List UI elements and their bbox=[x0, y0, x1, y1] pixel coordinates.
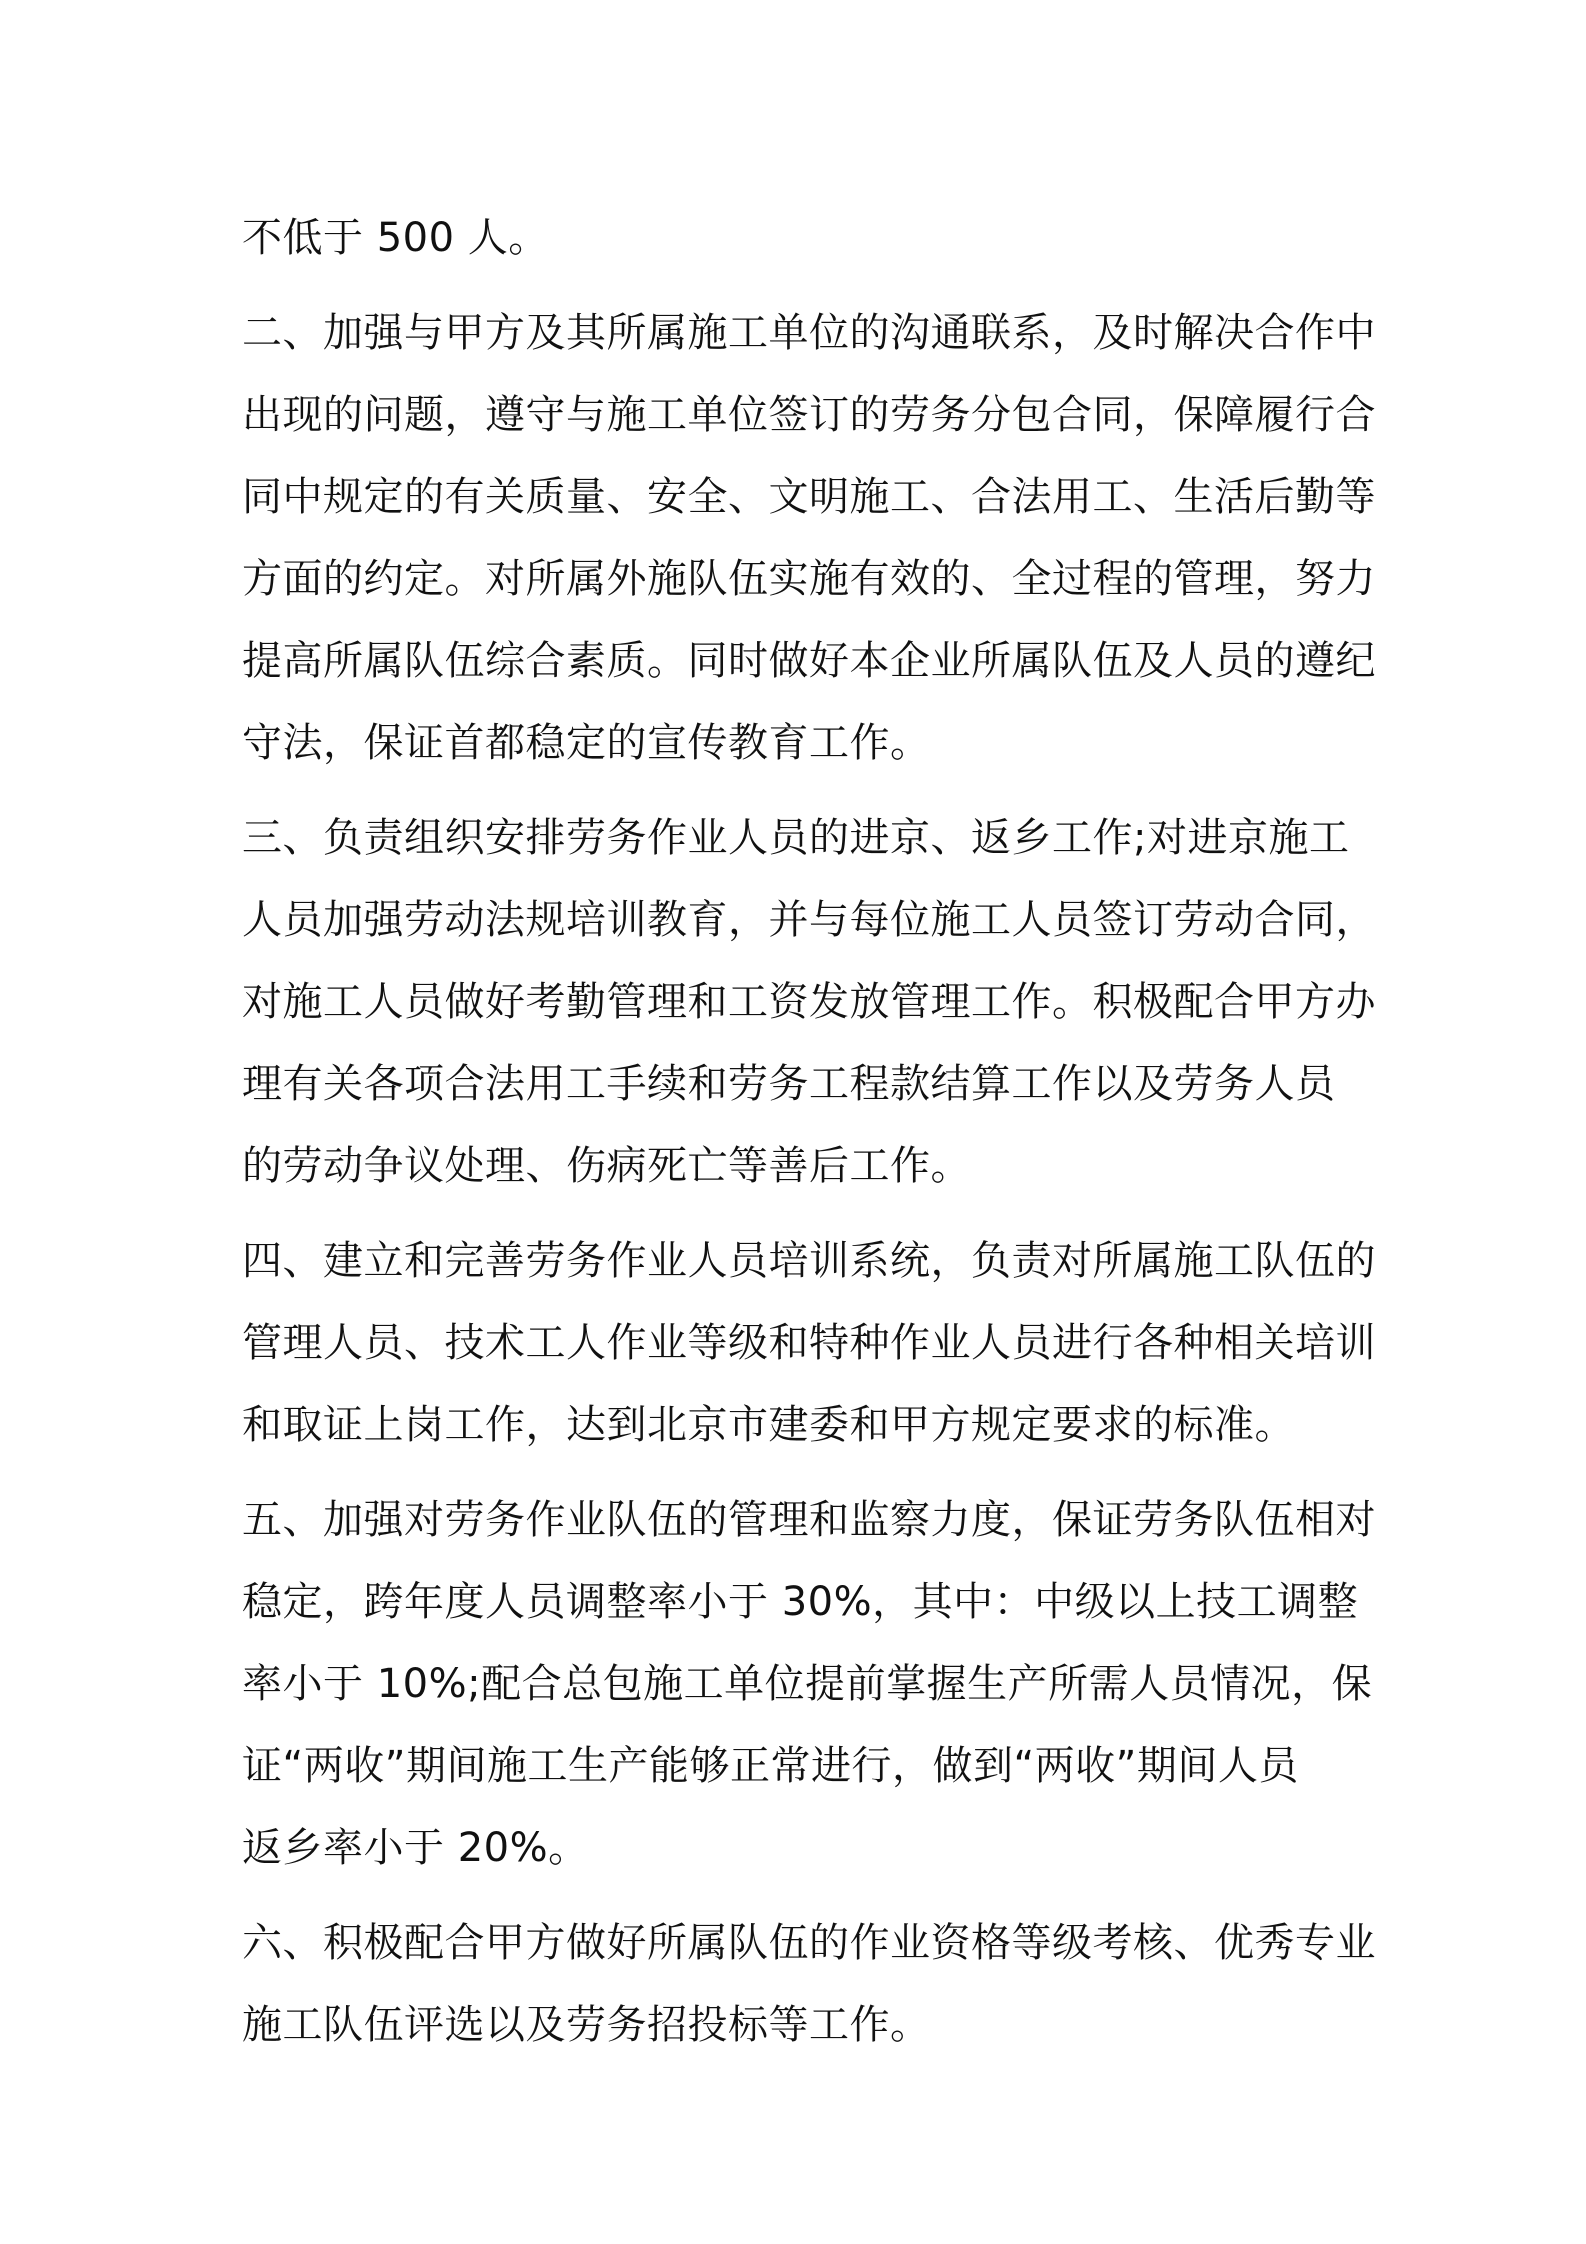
text-line: 四、建立和完善劳务作业人员培训系统，负责对所属施工队伍的 bbox=[242, 1238, 1376, 1284]
text-line: 对施工人员做好考勤管理和工资发放管理工作。积极配合甲方办 bbox=[242, 979, 1376, 1025]
document-body bbox=[242, 197, 1376, 2079]
text-line: 的劳动争议处理、伤病死亡等善后工作。 bbox=[242, 1143, 971, 1189]
text-line: 管理人员、技术工人作业等级和特种作业人员进行各种相关培训 bbox=[242, 1320, 1376, 1366]
text-line: 和取证上岗工作，达到北京市建委和甲方规定要求的标准。 bbox=[242, 1402, 1295, 1448]
text-line: 守法，保证首都稳定的宣传教育工作。 bbox=[242, 720, 931, 766]
text-line: 六、积极配合甲方做好所属队伍的作业资格等级考核、优秀专业 bbox=[242, 1920, 1376, 1966]
text-line: 二、加强与甲方及其所属施工单位的沟通联系，及时解决合作中 bbox=[242, 310, 1376, 356]
text-line: 三、负责组织安排劳务作业人员的进京、返乡工作;对进京施工 bbox=[242, 815, 1350, 861]
paragraph-item-5 bbox=[242, 1479, 1376, 1889]
text-line: 证“两收”期间施工生产能够正常进行，做到“两收”期间人员 bbox=[242, 1743, 1299, 1789]
text-line: 提高所属队伍综合素质。同时做好本企业所属队伍及人员的遵纪 bbox=[242, 638, 1376, 684]
paragraph-item-6 bbox=[242, 1902, 1376, 2066]
paragraph-item-2 bbox=[242, 292, 1376, 784]
text-line: 理有关各项合法用工手续和劳务工程款结算工作以及劳务人员 bbox=[242, 1061, 1336, 1107]
text-line: 出现的问题，遵守与施工单位签订的劳务分包合同，保障履行合 bbox=[242, 392, 1376, 438]
text-line: 同中规定的有关质量、安全、文明施工、合法用工、生活后勤等 bbox=[242, 474, 1376, 520]
paragraph-item-3 bbox=[242, 797, 1376, 1207]
text-line: 返乡率小于 20%。 bbox=[242, 1825, 589, 1871]
text-line: 方面的约定。对所属外施队伍实施有效的、全过程的管理，努力 bbox=[242, 556, 1376, 602]
text-line: 人员加强劳动法规培训教育，并与每位施工人员签订劳动合同， bbox=[242, 897, 1376, 943]
text-line: 稳定，跨年度人员调整率小于 30%，其中：中级以上技工调整 bbox=[242, 1579, 1359, 1625]
paragraph-item-4 bbox=[242, 1220, 1376, 1466]
text-line: 率小于 10%;配合总包施工单位提前掌握生产所需人员情况，保 bbox=[242, 1661, 1373, 1707]
text-line: 施工队伍评选以及劳务招投标等工作。 bbox=[242, 2002, 931, 2048]
paragraph-continuation bbox=[242, 197, 1352, 279]
text-line: 五、加强对劳务作业队伍的管理和监察力度，保证劳务队伍相对 bbox=[242, 1497, 1376, 1543]
text-line: 不低于 500 人。 bbox=[242, 215, 549, 261]
